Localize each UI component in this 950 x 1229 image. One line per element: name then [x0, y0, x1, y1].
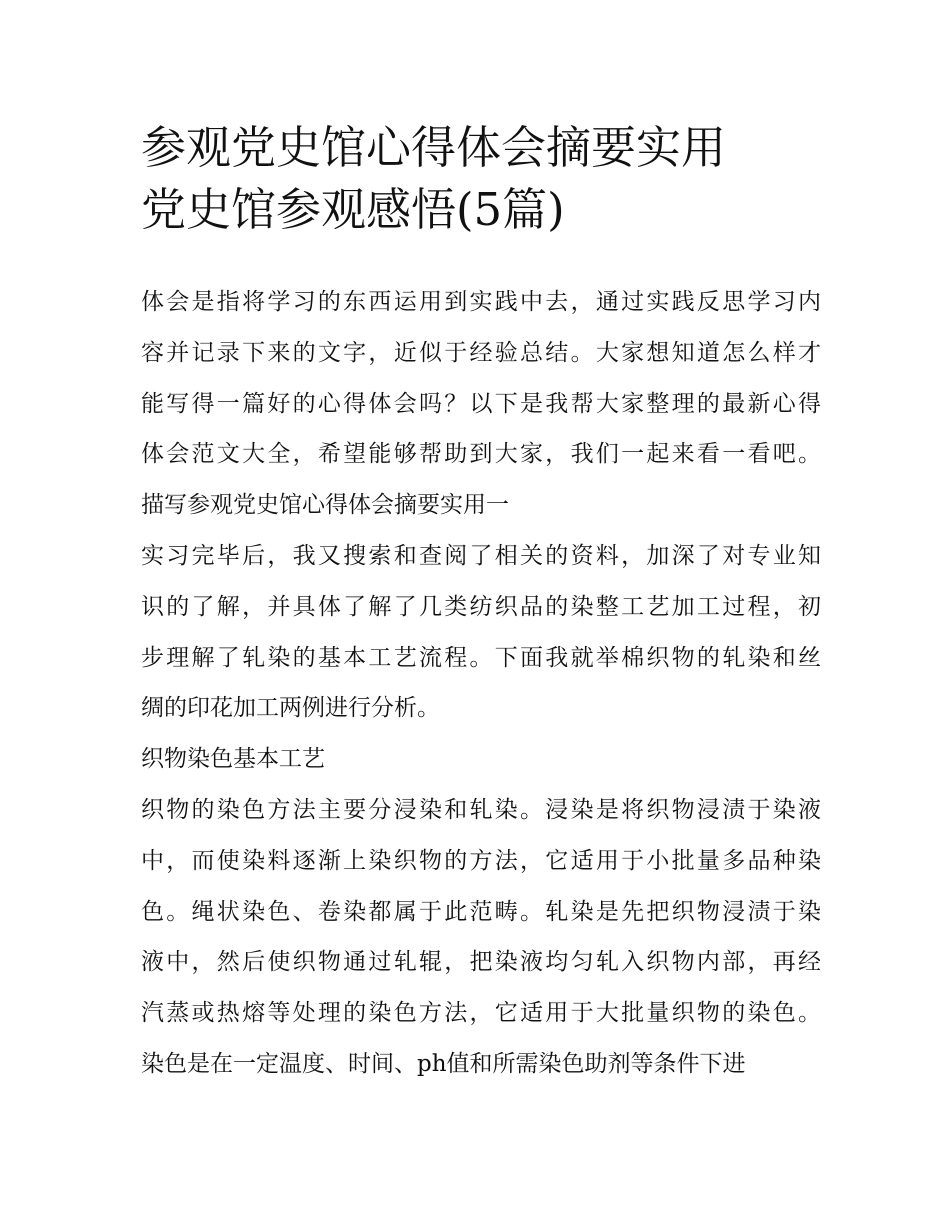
document-body	[141, 277, 821, 1090]
text-line: 步理解了轧染的基本工艺流程。下面我就举棉织物的轧染和丝	[141, 644, 821, 671]
section-heading: 描写参观党史馆心得体会摘要实用一	[141, 492, 509, 519]
title-line-2: 党史馆参观感悟(5篇)	[141, 183, 565, 236]
text-line: 体会范文大全，希望能够帮助到大家，我们一起来看一看吧。	[141, 441, 821, 468]
text-line: 中，而使染料逐渐上染织物的方法，它适用于小批量多品种染	[141, 847, 821, 874]
text-line: 汽蒸或热熔等处理的染色方法，它适用于大批量织物的染色。	[141, 1000, 821, 1027]
intro-paragraph	[141, 277, 821, 480]
document-title	[141, 117, 821, 241]
text-line: 体会是指将学习的东西运用到实践中去，通过实践反思学习内	[141, 289, 821, 315]
paragraph-1	[141, 531, 821, 734]
text-line: 实习完毕后，我又搜索和查阅了相关的资料，加深了对专业知	[141, 542, 821, 569]
subheading: 织物染色基本工艺	[141, 746, 325, 773]
paragraph-2	[141, 785, 821, 1090]
text-line: 液中，然后使织物通过轧辊，把染液均匀轧入织物内部，再经	[141, 949, 821, 976]
text-line: 容并记录下来的文字，近似于经验总结。大家想知道怎么样才	[141, 339, 821, 366]
text-line: 识的了解，并具体了解了几类纺织品的染整工艺加工过程，初	[141, 593, 821, 620]
text-line: 染色是在一定温度、时间、ph值和所需染色助剂等条件下进	[141, 1050, 746, 1077]
text-line: 绸的印花加工两例进行分析。	[141, 695, 440, 722]
text-line: 色。绳状染色、卷染都属于此范畴。轧染是先把织物浸渍于染	[141, 898, 821, 925]
text-line: 能写得一篇好的心得体会吗？以下是我帮大家整理的最新心得	[141, 390, 821, 417]
title-line-1: 参观党史馆心得体会摘要实用	[141, 121, 727, 174]
text-line: 织物的染色方法主要分浸染和轧染。浸染是将织物浸渍于染液	[141, 796, 821, 823]
